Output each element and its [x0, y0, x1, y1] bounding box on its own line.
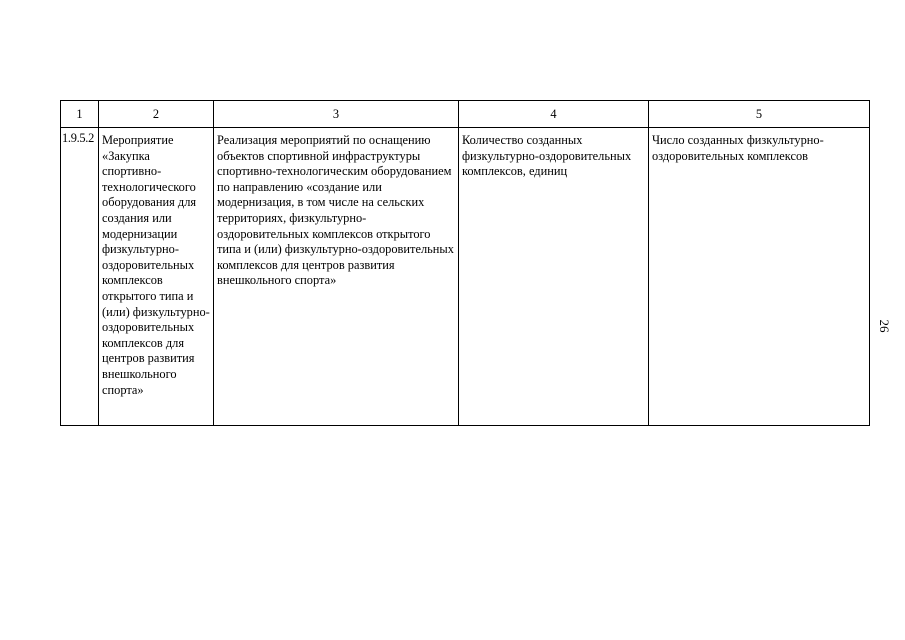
header-col-5: 5	[649, 101, 870, 128]
table-row	[61, 128, 870, 426]
event-name: Мероприятие «Закупка спортивно-технологического оборудования для создания или модернизации физкультурно-оздоровительных комплексов открытого типа и (или) физкультурно-оздоровительных комплексов для центров развития внешкольного спорта»	[99, 128, 214, 426]
row-number: 1.9.5.2	[61, 128, 99, 426]
page-number: 26	[877, 319, 892, 333]
header-col-1: 1	[61, 101, 99, 128]
activities-table	[60, 100, 870, 426]
header-col-3: 3	[214, 101, 459, 128]
header-col-4: 4	[459, 101, 649, 128]
result: Число созданных физкультурно-оздоровительных комплексов	[649, 128, 870, 426]
event-description: Реализация мероприятий по оснащению объектов спортивной инфраструктуры спортивно-технологическим оборудованием по направлению «создание или модернизация, в том числе на сельских территориях, физкультурно-оздоровительных комплексов открытого типа и (или) физкультурно-оздоровительных комплексов для центров развития внешкольного спорта»	[214, 128, 459, 426]
indicator: Количество созданных физкультурно-оздоровительных комплексов, единиц	[459, 128, 649, 426]
header-col-2: 2	[99, 101, 214, 128]
header-row	[61, 101, 870, 128]
